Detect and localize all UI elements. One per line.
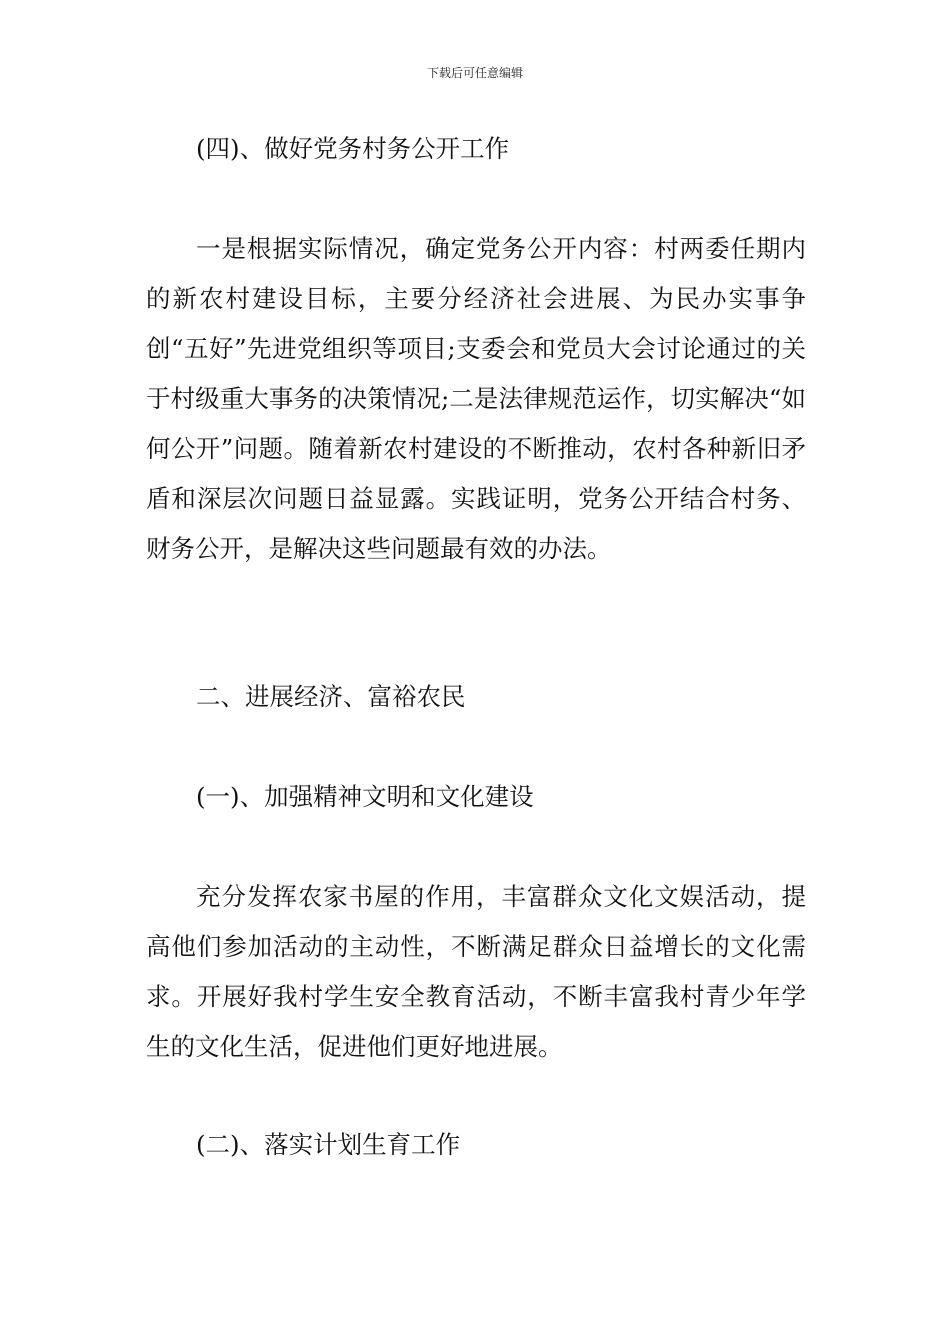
subsection-heading-one: (一)、加强精神文明和文化建设 [196, 782, 534, 811]
page-header-note: 下载后可任意编辑 [426, 66, 523, 80]
body-paragraph-culture: 充分发挥农家书屋的作用，丰富群众文化文娱活动，提高他们参加活动的主动性，不断满足群众日益增长的文化需求。开展好我村学生安全教育活动，不断丰富我村青少年学生的文化生活，促进他们更好地进展。 [146, 882, 806, 1061]
subsection-heading-two: (二)、落实计划生育工作 [196, 1130, 461, 1159]
body-paragraph-party-affairs: 一是根据实际情况，确定党务公开内容：村两委任期内的新农村建设目标，主要分经济社会进展、为民办实事争创“五好”先进党组织等项目;支委会和党员大会讨论通过的关于村级重大事务的决策情况;二是法律规范运作，切实解决“如何公开”问题。随着新农村建设的不断推动，农村各种新旧矛盾和深层次问题日益显露。实践证明，党务公开结合村务、财务公开，是解决这些问题最有效的办法。 [146, 234, 806, 563]
section-heading-four: (四)、做好党务村务公开工作 [196, 134, 510, 163]
section-heading-two: 二、进展经济、富裕农民 [196, 682, 466, 711]
